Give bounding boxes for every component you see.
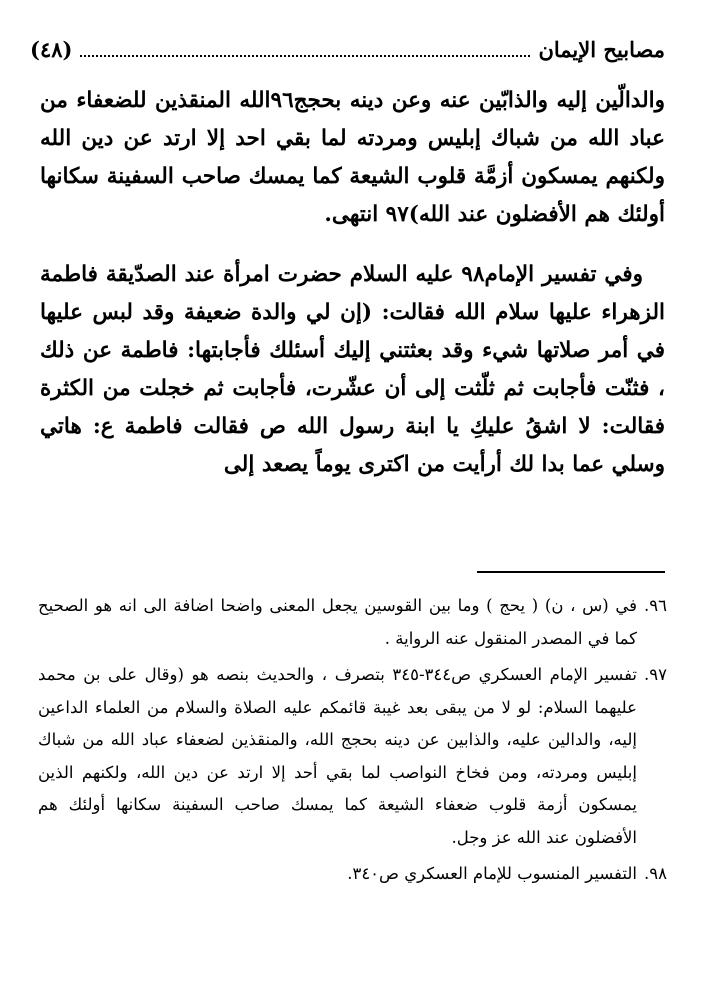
footnote-text: في (س ، ن) ( يحج ) وما بين القوسين يجعل المعنى واضحا اضافة الى انه هو الصحيح كما في المصدر المنقول عنه الرواية . [38, 596, 637, 648]
footnotes [38, 590, 667, 895]
footnote-96 [38, 590, 667, 655]
footnote-text: التفسير المنسوب للإمام العسكري ص٣٤٠. [347, 864, 637, 883]
footnote-98 [38, 858, 667, 891]
main-text [40, 82, 665, 484]
footnote-number: ٩٨. [644, 864, 667, 883]
footnote-number: ٩٧. [644, 665, 667, 684]
footnote-separator [477, 571, 665, 573]
page-number: (٤٨) [30, 36, 73, 62]
paragraph-1: والدالّين إليه والذابّين عنه وعن دينه بحجج٩٦الله المنقذين للضعفاء من عباد الله من شباك إبليس ومردته لما بقي احد إلا ارتد عن دين الله ولكنهم يمسكون أزمَّة قلوب الشيعة كما يمسك صاحب السفينة سكانها أولئك هم الأفضلون عند الله)٩٧ انتهى. [40, 88, 666, 227]
header-dot-leader [80, 41, 530, 57]
header-title: مصابيح الإيمان [538, 36, 665, 62]
running-header [30, 34, 665, 64]
footnote-number: ٩٦. [644, 596, 667, 615]
paragraph-2: وفي تفسير الإمام٩٨ عليه السلام حضرت امرأة عند الصدّيقة فاطمة الزهراء عليها سلام الله فقالت: (إن لي والدة ضعيفة وقد لبس عليها في أمر صلاتها شيء وقد بعثتني إليك أسئلك فأجابتها: فاطمة عن ذلك ، فثنّت فأجابت ثم ثلّثت إلى أن عشّرت، فأجابت ثم خجلت من الكثرة فقالت: لا اشقُ عليكِ يا ابنة رسول الله ص فقالت فاطمة ع: هاتي وسلي عما بدا لك أرأيت من اكترى يوماً يصعد إلى [40, 262, 665, 477]
footnote-text: تفسير الإمام العسكري ص٣٤٤-٣٤٥ بتصرف ، والحديث بنصه هو (وقال على بن محمد عليهما السلام: لو لا من يبقى بعد غيبة قائمكم عليه الصلاة والسلام من العلماء الداعين إليه، والدالين عليه، والذابين عن دينه بحجج الله، والمنقذين لضعفاء عباد الله من شباك إبليس ومردته، ومن فخاخ النواصب لما بقي أحد إلا ارتد عن دين الله، ولكنهم الذين يمسكون أزمة قلوب ضعفاء الشيعة كما يمسك صاحب السفينة سكانها أولئك هم الأفضلون عند الله عز وجل. [38, 665, 638, 847]
footnote-97 [38, 659, 667, 854]
